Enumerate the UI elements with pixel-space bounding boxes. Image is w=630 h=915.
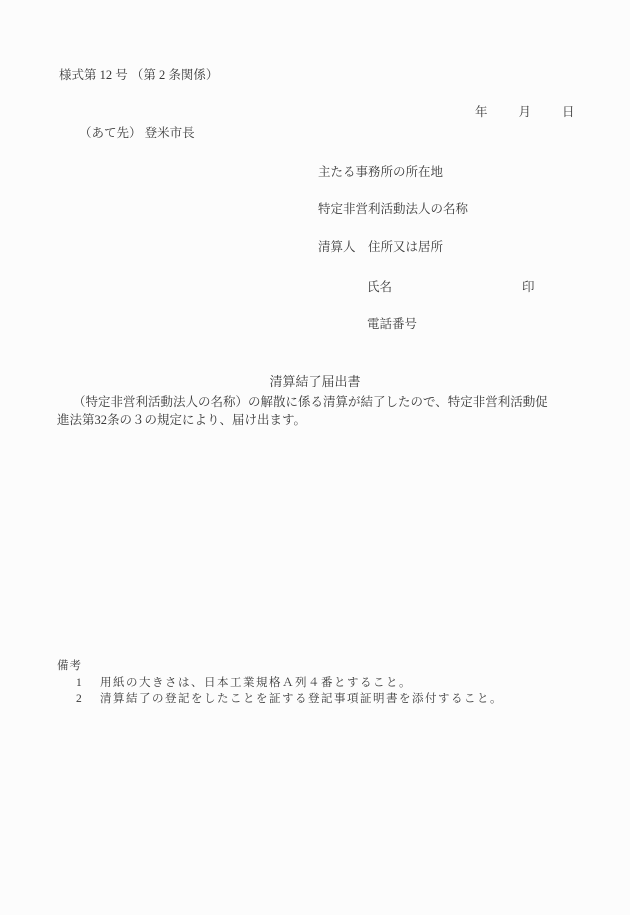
- remarks-item: [76, 691, 503, 708]
- date-line: [475, 105, 575, 120]
- body-line-1: （特定非営利活動法人の名称）の解散に係る清算が結了したので、特定非営利活動促: [73, 395, 548, 409]
- name-label: 氏名: [367, 280, 393, 294]
- phone-number-label: 電話番号: [367, 317, 418, 331]
- seal-label: 印: [522, 280, 535, 294]
- remarks-item-text: 清算結了の登記をしたことを証する登記事項証明書を添付すること。: [100, 693, 503, 705]
- office-address-label: 主たる事務所の所在地: [318, 165, 444, 179]
- body-paragraph: [57, 393, 582, 429]
- body-line-2: 進法第32条の３の規定により、届け出ます。: [57, 413, 307, 427]
- remarks-item-number: 1: [76, 676, 82, 689]
- remarks-item-text: 用紙の大きさは、日本工業規格Ａ列４番とすること。: [100, 676, 412, 689]
- year-label: 年: [475, 105, 488, 119]
- corporation-name-label: 特定非営利活動法人の名称: [318, 202, 469, 216]
- remarks-item-number: 2: [76, 693, 82, 705]
- day-label: 日: [562, 105, 575, 119]
- remarks-item: [76, 675, 503, 692]
- addressee: （あて先） 登米市長: [79, 126, 195, 140]
- form-number: 様式第 12 号 （第 2 条関係）: [59, 68, 219, 82]
- liquidator-address-label: 清算人 住所又は居所: [318, 240, 444, 254]
- document-title: 清算結了届出書: [269, 374, 361, 389]
- month-label: 月: [518, 105, 532, 119]
- remarks-heading: 備考: [57, 660, 82, 672]
- remarks-section: [57, 658, 503, 708]
